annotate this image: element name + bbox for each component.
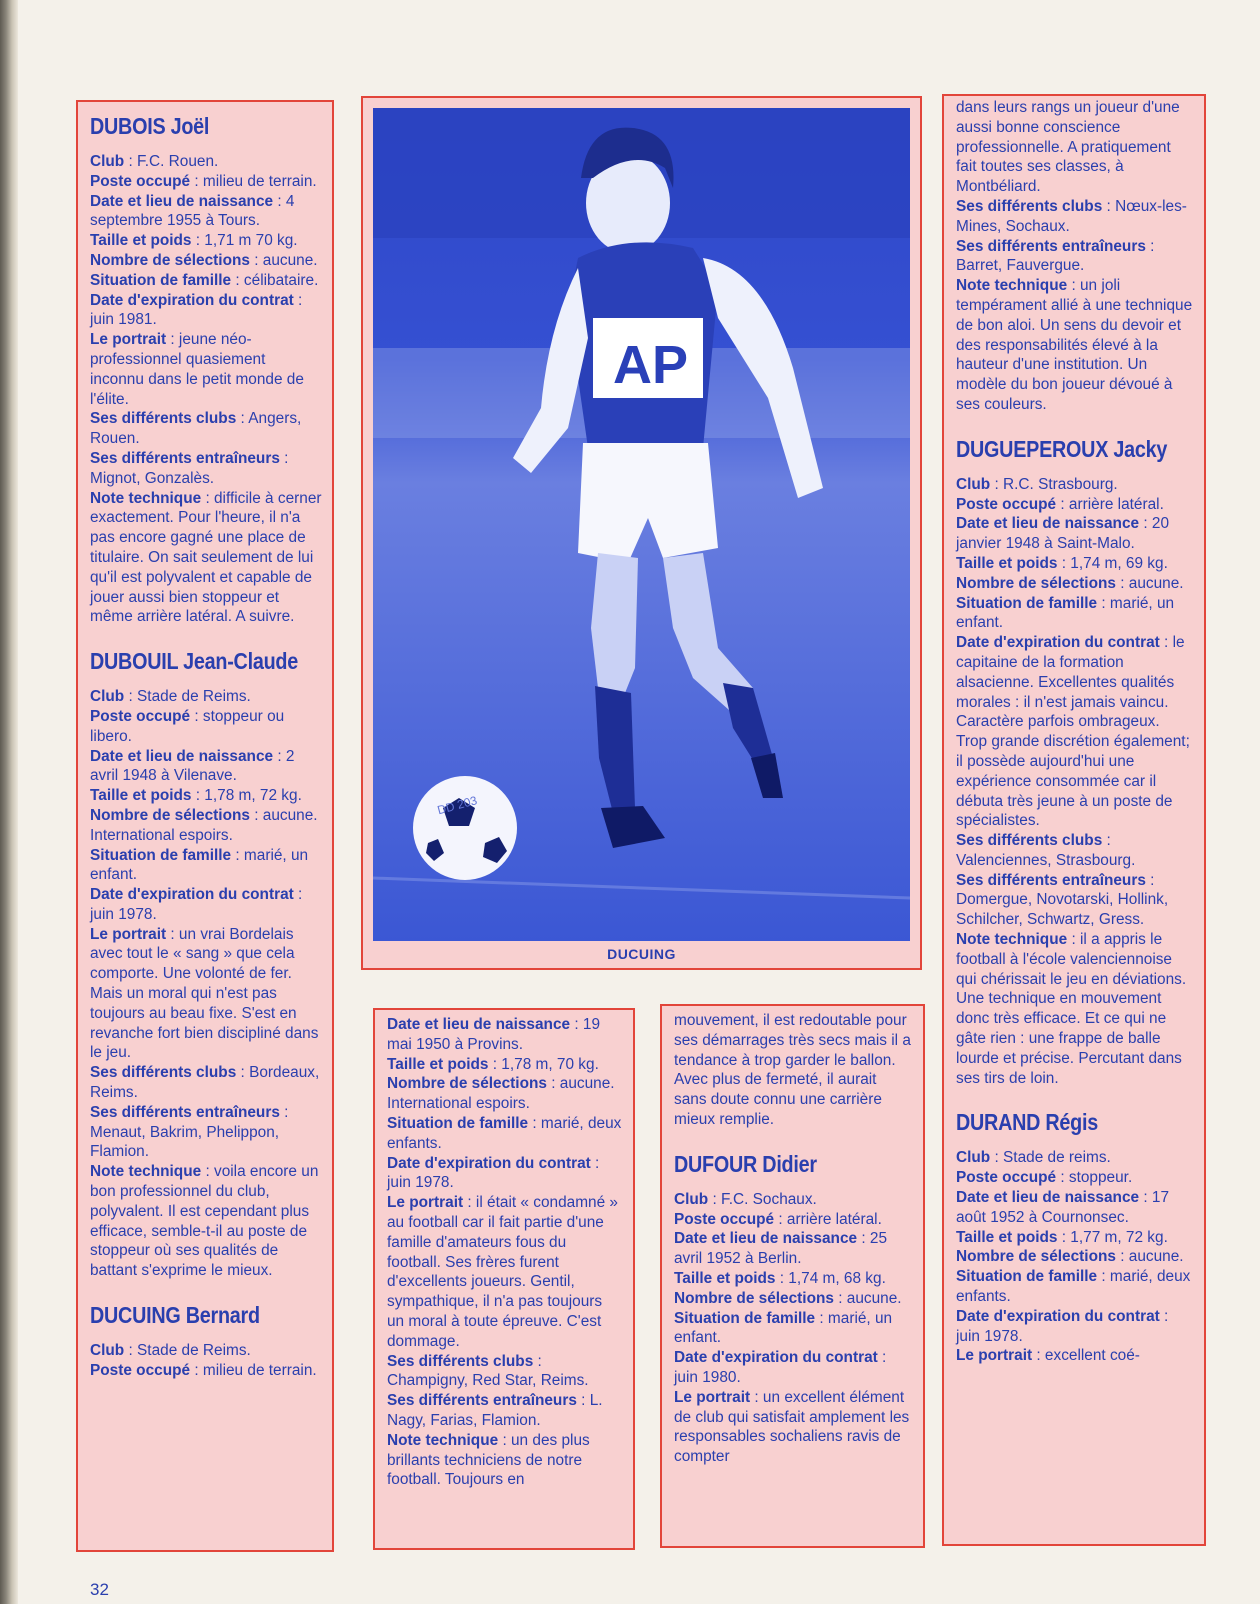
profile-entry [956, 98, 1194, 197]
field-value: : 20 janvier 1948 à Saint-Malo. [956, 515, 1170, 553]
profile-entry [956, 1346, 1194, 1366]
field-label: Ses différents clubs [90, 1064, 237, 1082]
profile-entry [387, 1015, 623, 1055]
field-value: dans leurs rangs un joueur d'une aussi bonne conscience professionnelle. A pratiquement fait toutes ses classes, à Montbéliard. [956, 99, 1180, 196]
field-value: : Champigny, Red Star, Reims. [387, 1352, 589, 1390]
field-label: Ses différents entraîneurs [387, 1392, 577, 1410]
profile-entry [90, 251, 322, 271]
profile-entry [674, 1229, 913, 1269]
field-label: Date et lieu de naissance [956, 1189, 1140, 1207]
column-1-profiles [76, 100, 334, 1552]
field-value: : arrière latéral. [774, 1210, 882, 1228]
field-value: : juin 1978. [956, 1307, 1169, 1345]
field-value: : jeune néo-professionnel quasiement inconnu dans le petit monde de l'élite. [90, 331, 304, 408]
player-name-heading: DUFOUR Didier [674, 1150, 817, 1177]
field-label: Le portrait [90, 925, 167, 943]
field-label: Date d'expiration du contrat [956, 634, 1160, 652]
field-value: : marié, un enfant. [90, 846, 309, 884]
field-label: Nombre de sélections [674, 1289, 834, 1307]
field-value: : 19 mai 1950 à Provins. [387, 1016, 601, 1053]
profile-entry [90, 489, 322, 628]
field-label: Ses différents clubs [387, 1352, 534, 1370]
field-label: Note technique [956, 277, 1068, 295]
profile-entry [956, 930, 1194, 1088]
field-label: Le portrait [956, 1347, 1033, 1365]
profile-entry [956, 1228, 1194, 1248]
field-label: Date et lieu de naissance [90, 747, 274, 765]
field-label: Situation de famille [90, 271, 232, 289]
player-name-heading: DUCUING Bernard [90, 1302, 260, 1329]
field-value: : milieu de terrain. [190, 1361, 317, 1379]
field-label: Ses différents entraîneurs [956, 237, 1146, 255]
field-label: Taille et poids [674, 1269, 776, 1287]
field-value: : aucune. International espoirs. [387, 1075, 615, 1113]
field-label: Poste occupé [90, 172, 191, 190]
column-2-profiles [373, 1008, 635, 1550]
field-value: : excellent coé- [1032, 1347, 1140, 1365]
profile-entry [674, 1011, 913, 1130]
field-label: Note technique [956, 931, 1068, 949]
profile-entry [956, 1307, 1194, 1347]
field-label: Nombre de sélections [956, 1248, 1116, 1266]
profile-entry [674, 1269, 913, 1289]
player-name-heading: DUBOIS Joël [90, 113, 210, 139]
field-label: Nombre de sélections [956, 574, 1116, 592]
field-label: Date et lieu de naissance [90, 192, 274, 210]
field-label: Poste occupé [674, 1210, 775, 1228]
field-label: Le portrait [674, 1388, 751, 1406]
profile-entry [90, 291, 322, 331]
field-value: : stoppeur. [1056, 1169, 1133, 1187]
profile-entry [387, 1391, 623, 1431]
photo-caption: DUCUING [607, 946, 676, 962]
field-value: : 2 avril 1948 à Vilenave. [90, 747, 295, 785]
field-label: Taille et poids [387, 1055, 489, 1073]
profile-entry [674, 1210, 913, 1230]
field-value: : Nœux-les-Mines, Sochaux. [956, 197, 1187, 235]
profile-entry [90, 1361, 322, 1381]
field-value: : 1,78 m, 70 kg. [488, 1055, 599, 1073]
profile-entry [956, 831, 1194, 871]
profile-entry [956, 574, 1194, 594]
field-label: Date d'expiration du contrat [956, 1307, 1160, 1325]
ball-print-text: DD 203 [435, 793, 479, 818]
profile-entry [674, 1190, 913, 1210]
field-value: : Domergue, Novotarski, Hollink, Schilcher, Schwartz, Gress. [956, 871, 1169, 929]
profile-entry [90, 172, 322, 192]
profile-entry [90, 449, 322, 489]
field-value: : 1,74 m, 69 kg. [1057, 554, 1168, 572]
profile-entry [90, 1162, 322, 1281]
field-value: : aucune. International espoirs. [90, 806, 318, 844]
field-value: : F.C. Rouen. [124, 153, 219, 170]
profile-entry [90, 1103, 322, 1162]
field-value: : le capitaine de la formation alsacienne. Excellentes qualités morales : il n'est jamais vaincu. Caractère parfois ombrageux. Trop grande discrétion également; il possède aujourd'hui une expérience consommée car il débuta très jeune à un poste de spécialistes. [956, 634, 1190, 830]
field-value: : aucune. [249, 251, 318, 269]
field-label: Note technique [90, 489, 202, 507]
field-label: Poste occupé [956, 1169, 1057, 1187]
field-value: : juin 1978. [90, 886, 303, 923]
field-value: : un excellent élément de club qui satisfait amplement les responsables sochaliens ravis de compter [674, 1388, 910, 1466]
field-label: Situation de famille [956, 1268, 1098, 1286]
field-label: Date d'expiration du contrat [674, 1349, 878, 1367]
field-value: : R.C. Strasbourg. [990, 475, 1118, 493]
field-label: Situation de famille [387, 1114, 529, 1132]
profile-entry [387, 1114, 623, 1154]
field-value: : arrière latéral. [1056, 495, 1164, 513]
profile-entry [956, 1267, 1194, 1307]
field-value: : il a appris le football à l'école valenciennoise qui chérissait le jeu en déviations. Une technique en mouvement donc très efficace. Et ce qui ne gâte rien : une frappe de balle lourde et précise. Percutant dans ses tirs de loin. [956, 931, 1187, 1087]
field-label: Taille et poids [956, 554, 1058, 572]
player-name-heading: DURAND Régis [956, 1109, 1098, 1136]
profile-entry [956, 1247, 1194, 1267]
field-value: : milieu de terrain. [190, 172, 317, 190]
field-value: : Stade de Reims. [124, 1342, 251, 1360]
field-value: : célibataire. [231, 271, 319, 289]
profile-entry [90, 231, 322, 251]
profile-entry [90, 1341, 322, 1361]
page-number: 32 [90, 1580, 109, 1599]
field-value: : marié, un enfant. [674, 1309, 893, 1347]
field-label: Date d'expiration du contrat [387, 1154, 591, 1172]
field-value: : aucune. [833, 1289, 902, 1307]
profile-entry [956, 237, 1194, 277]
field-value: : marié, un enfant. [956, 594, 1175, 632]
profile-entry [387, 1055, 623, 1075]
field-label: Situation de famille [674, 1309, 816, 1327]
field-value: : Mignot, Gonzalès. [90, 449, 289, 487]
field-label: Situation de famille [956, 594, 1098, 612]
field-label: Nombre de sélections [90, 251, 250, 269]
profile-entry [956, 1168, 1194, 1188]
field-value: : 25 avril 1952 à Berlin. [674, 1230, 888, 1268]
profile-entry [90, 1063, 322, 1103]
profile-entry [90, 330, 322, 409]
field-value: : un vrai Bordelais avec tout le « sang » que cela comporte. Une volonté de fer. Mais un moral qui n'est pas toujours au beau fixe. S'est en revanche fort bien discipliné dans le jeu. [90, 925, 319, 1062]
field-label: Date et lieu de naissance [387, 1016, 571, 1033]
profile-entry [387, 1154, 623, 1194]
field-label: Date d'expiration du contrat [90, 886, 294, 904]
player-photo-frame [361, 96, 922, 970]
profile-entry [387, 1074, 623, 1114]
field-label: Ses différents clubs [956, 832, 1103, 850]
profile-entry [90, 271, 322, 291]
field-value: : Angers, Rouen. [90, 410, 302, 448]
field-value: : 1,78 m, 72 kg. [191, 787, 302, 805]
field-label: Date d'expiration du contrat [90, 291, 294, 309]
profile-entry [674, 1348, 913, 1388]
profile-entry [674, 1289, 913, 1309]
profile-entry [90, 747, 322, 787]
profile-entry [956, 554, 1194, 574]
field-value: : stoppeur ou libero. [90, 707, 285, 745]
profile-entry [90, 192, 322, 232]
field-value: : difficile à cerner exactement. Pour l'heure, il n'a pas encore gagné une place de titulaire. On sait seulement de lui qu'il est polyvalent et capable de jouer aussi bien stoppeur et même arrière latéral. A suivre. [90, 489, 322, 626]
profile-entry [90, 786, 322, 806]
profile-entry [956, 514, 1194, 554]
field-value: : Barret, Fauvergue. [956, 237, 1155, 275]
field-label: Poste occupé [956, 495, 1057, 513]
field-value: : juin 1978. [387, 1154, 600, 1192]
field-value: : F.C. Sochaux. [708, 1190, 817, 1208]
profile-entry [956, 871, 1194, 930]
field-label: Date et lieu de naissance [956, 515, 1140, 533]
profile-entry [90, 152, 322, 172]
field-value: : 1,74 m, 68 kg. [775, 1269, 886, 1287]
field-label: Poste occupé [90, 707, 191, 725]
field-value: : Stade de Reims. [124, 688, 251, 706]
profile-entry [956, 276, 1194, 415]
profile-entry [956, 1188, 1194, 1228]
profile-entry [387, 1352, 623, 1392]
player-photo-illustration [373, 108, 910, 941]
player-name-heading: DUGUEPEROUX Jacky [956, 435, 1168, 462]
field-label: Club [90, 688, 125, 706]
profile-entry [956, 633, 1194, 831]
field-value: : il était « condamné » au football car il fait partie d'une famille d'amateurs fous du football. Ses frères furent d'excellents joueurs. Gentil, sympathique, il n'a pas toujours un moral à toute épreuve. C'est dommage. [387, 1194, 618, 1350]
profile-entry [90, 707, 322, 747]
profile-entry [674, 1309, 913, 1349]
field-value: : juin 1980. [674, 1349, 887, 1386]
field-label: Club [90, 153, 125, 170]
profile-entry [956, 1148, 1194, 1168]
column-3-profiles [660, 1004, 925, 1548]
field-value: : juin 1981. [90, 291, 303, 329]
field-label: Club [956, 1149, 991, 1167]
field-value: : un joli tempérament allié à une technique de bon aloi. Un sens du devoir et des responsabilités élevé à la hauteur d'une institution. Un modèle du bon joueur dévoué à ses couleurs. [956, 277, 1193, 413]
field-label: Club [956, 475, 991, 493]
field-value: : Menaut, Bakrim, Phelippon, Flamion. [90, 1103, 289, 1161]
field-value: : Valenciennes, Strasbourg. [956, 832, 1136, 869]
field-label: Le portrait [387, 1194, 464, 1212]
field-value: : L. Nagy, Farias, Flamion. [387, 1392, 603, 1429]
field-value: : 1,71 m 70 kg. [191, 232, 298, 250]
profile-entry [90, 846, 322, 886]
player-photo [373, 108, 910, 941]
field-label: Poste occupé [90, 1361, 191, 1379]
field-value: : voila encore un bon professionnel du club, polyvalent. Il est cependant plus efficace, semble-t-il au poste de stoppeur où ses qualités de battant s'exprime le mieux. [90, 1163, 319, 1280]
field-label: Ses différents entraîneurs [90, 1103, 280, 1121]
column-4-profiles [942, 94, 1206, 1546]
profile-entry [956, 594, 1194, 634]
field-label: Nombre de sélections [387, 1075, 547, 1093]
page-binding-edge [0, 0, 18, 1604]
field-value: : un des plus brillants techniciens de notre football. Toujours en [387, 1431, 590, 1489]
field-value: : 17 août 1952 à Cournonsec. [956, 1189, 1170, 1226]
field-label: Club [90, 1342, 125, 1360]
field-value: mouvement, il est redoutable pour ses démarrages très secs mais il a tendance à trop garder le ballon. Avec plus de fermeté, il aurait sans doute connu une carrière mieux remplie. [674, 1012, 911, 1128]
profile-entry [387, 1431, 623, 1490]
field-label: Taille et poids [90, 232, 192, 250]
profile-entry [387, 1193, 623, 1351]
profile-entry [956, 475, 1194, 495]
profile-entry [674, 1388, 913, 1467]
field-label: Le portrait [90, 331, 167, 349]
field-label: Date et lieu de naissance [674, 1230, 858, 1248]
profile-entry [90, 687, 322, 707]
profile-entry [956, 197, 1194, 237]
field-label: Taille et poids [90, 787, 192, 805]
field-value: : Bordeaux, Reims. [90, 1064, 320, 1102]
field-label: Nombre de sélections [90, 806, 250, 824]
profile-entry [90, 925, 322, 1064]
profile-entry [90, 409, 322, 449]
field-label: Ses différents clubs [90, 410, 237, 428]
field-value: : aucune. [1115, 1248, 1184, 1266]
profile-entry [90, 885, 322, 925]
field-value: : 1,77 m, 72 kg. [1057, 1228, 1168, 1246]
field-value: : Stade de reims. [990, 1149, 1111, 1167]
field-value: : aucune. [1115, 574, 1184, 592]
shirt-sponsor-text: AP [613, 335, 689, 395]
player-name-heading: DUBOUIL Jean-Claude [90, 648, 298, 675]
field-value: : marié, deux enfants. [956, 1268, 1191, 1306]
field-label: Taille et poids [956, 1228, 1058, 1246]
profile-entry [90, 806, 322, 846]
field-value: : 4 septembre 1955 à Tours. [90, 192, 295, 230]
field-label: Note technique [387, 1431, 499, 1449]
field-label: Ses différents clubs [956, 197, 1103, 215]
field-label: Ses différents entraîneurs [956, 871, 1146, 889]
field-label: Situation de famille [90, 846, 232, 864]
profile-entry [956, 495, 1194, 515]
field-label: Club [674, 1190, 709, 1208]
field-label: Note technique [90, 1163, 202, 1181]
field-value: : marié, deux enfants. [387, 1114, 622, 1152]
field-label: Ses différents entraîneurs [90, 449, 280, 467]
